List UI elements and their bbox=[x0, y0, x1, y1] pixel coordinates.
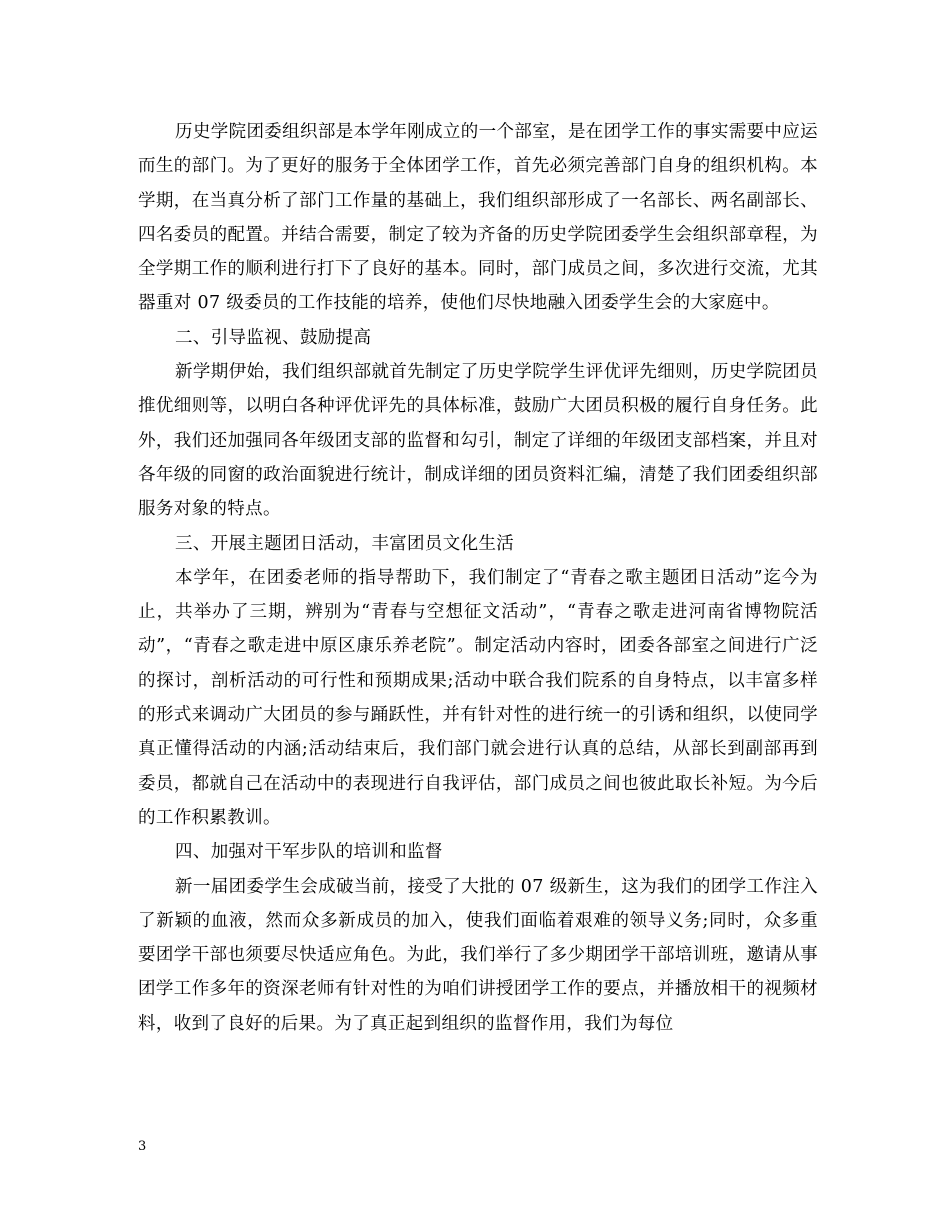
paragraph-section-3: 本学年，在团委老师的指导帮助下，我们制定了“青春之歌主题团日活动”迄今为止，共举办了三期，辨别为“青春与空想征文活动”，“青春之歌走进河南省博物院活动”，“青春之歌走进中原区康乐养老院”。制定活动内容时，团委各部室之间进行广泛的探讨，剖析活动的可行性和预期成果;活动中联合我们院系的自身特点，以丰富多样的形式来调动广大团员的参与踊跃性，并有针对性的进行统一的引诱和组织，以使同学真正懂得活动的内涵;活动结束后，我们部门就会进行认真的总结，从部长到副部再到委员，都就自己在活动中的表现进行自我评估，部门成员之间也彼此取长补短。为今后的工作积累教训。 bbox=[138, 567, 818, 828]
paragraph-section-2: 新学期伊始，我们组织部就首先制定了历史学院学生评优评先细则，历史学院团员推优细则等，以明白各种评优评先的具体标准，鼓励广大团员积极的履行自身任务。此外，我们还加强同各年级团支部的监督和勾引，制定了详细的年级团支部档案，并且对各年级的同窗的政治面貌进行统计，制成详细的团员资料汇编，清楚了我们团委组织部服务对象的特点。 bbox=[138, 362, 818, 520]
section-heading-3: 三、开展主题团日活动，丰富团员文化生活 bbox=[175, 533, 515, 554]
body-text bbox=[138, 115, 818, 1041]
paragraph-section-4: 新一届团委学生会成破当前，接受了大批的 07 级新生，这为我们的团学工作注入了新颖的血液，然而众多新成员的加入，使我们面临着艰难的领导义务;同时，众多重要团学干部也须要尽快适应角色。为此，我们举行了多少期团学干部培训班，邀请从事团学工作多年的资深老师有针对性的为咱们讲授团学工作的要点，并播放相干的视频材料，收到了良好的后果。为了真正起到组织的监督作用，我们为每位 bbox=[138, 876, 818, 1034]
section-heading-4: 四、加强对干军步队的培训和监督 bbox=[175, 842, 443, 863]
page-number: 3 bbox=[138, 1139, 147, 1154]
paragraph-intro: 历史学院团委组织部是本学年刚成立的一个部室，是在团学工作的事实需要中应运而生的部门。为了更好的服务于全体团学工作，首先必须完善部门自身的组织机构。本学期，在当真分析了部门工作量的基础上，我们组织部形成了一名部长、两名副部长、四名委员的配置。并结合需要，制定了较为齐备的历史学院团委学生会组织部章程，为全学期工作的顺利进行打下了良好的基本。同时，部门成员之间，多次进行交流，尤其器重对 07 级委员的工作技能的培养，使他们尽快地融入团委学生会的大家庭中。 bbox=[138, 122, 818, 314]
section-heading-2: 二、引导监视、鼓励提高 bbox=[175, 327, 372, 348]
